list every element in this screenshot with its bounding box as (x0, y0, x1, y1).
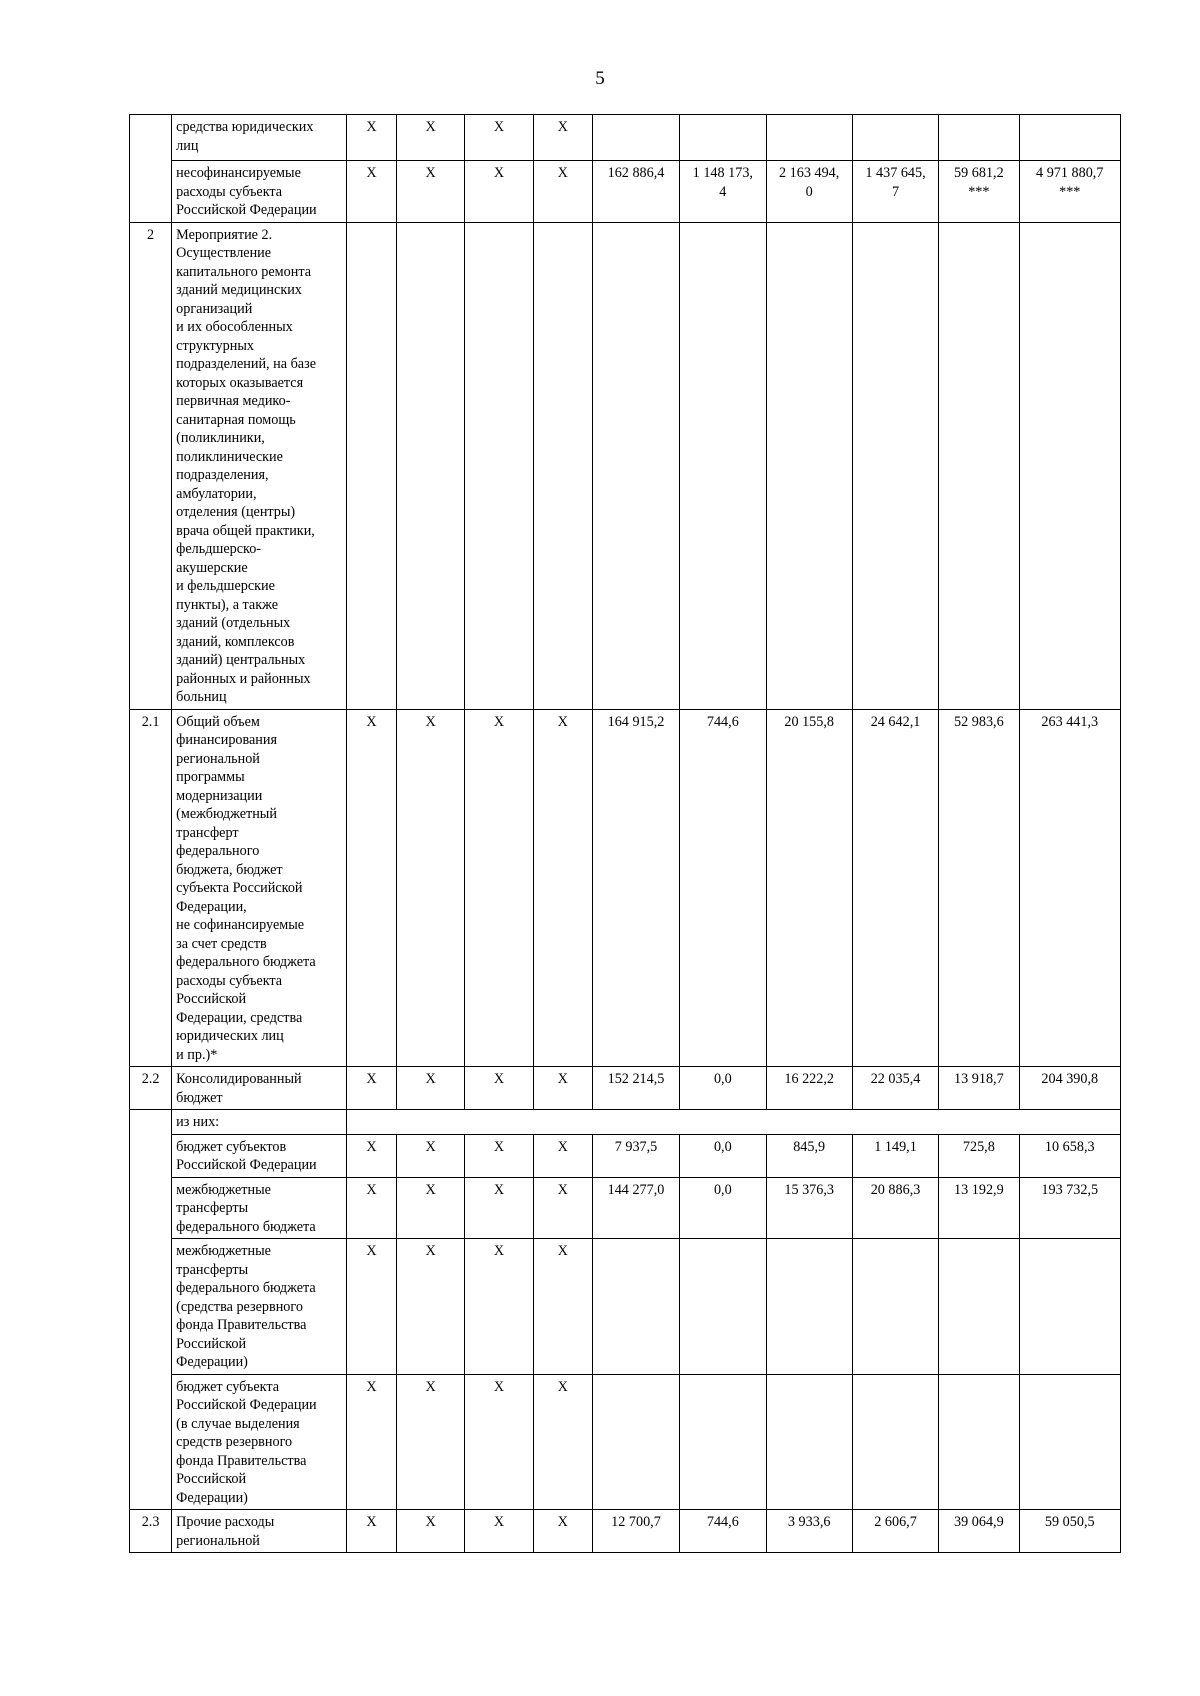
amount-cell (680, 222, 766, 709)
x-marker-cell: X (533, 1134, 592, 1177)
amount-cell (592, 1239, 679, 1375)
table-row (130, 1374, 1121, 1510)
amount-cell: 164 915,2 (592, 709, 679, 1067)
amount-cell: 263 441,3 (1019, 709, 1121, 1067)
x-marker-cell: X (533, 1239, 592, 1375)
x-marker-cell: X (397, 115, 465, 161)
amount-cell (766, 1374, 852, 1510)
x-marker-cell: X (397, 1134, 465, 1177)
amount-cell: 10 658,3 (1019, 1134, 1121, 1177)
x-marker-cell: X (465, 1134, 533, 1177)
x-marker-cell: X (533, 709, 592, 1067)
table-row (130, 1239, 1121, 1375)
amount-cell: 2 163 494, 0 (766, 161, 852, 223)
amount-cell: 39 064,9 (939, 1510, 1019, 1553)
amount-cell: 193 732,5 (1019, 1177, 1121, 1239)
amount-cell: 144 277,0 (592, 1177, 679, 1239)
amount-cell: 1 149,1 (852, 1134, 938, 1177)
amount-cell: 162 886,4 (592, 161, 679, 223)
x-marker-cell: X (397, 1177, 465, 1239)
amount-cell (592, 115, 679, 161)
table-row (130, 115, 1121, 161)
table-body (130, 115, 1121, 1553)
row-name-cell: из них: (172, 1110, 347, 1135)
x-marker-cell: X (397, 1374, 465, 1510)
table-row (130, 1110, 1121, 1135)
amount-cell (939, 1239, 1019, 1375)
x-marker-cell: X (533, 1177, 592, 1239)
amount-cell (592, 222, 679, 709)
x-marker-cell: X (533, 1067, 592, 1110)
x-marker-cell: X (465, 709, 533, 1067)
x-marker-cell: X (346, 1067, 396, 1110)
amount-cell (592, 1374, 679, 1510)
x-marker-cell: X (533, 1510, 592, 1553)
x-marker-cell: X (465, 1067, 533, 1110)
x-marker-cell: X (465, 1239, 533, 1375)
amount-cell: 15 376,3 (766, 1177, 852, 1239)
amount-cell (852, 1239, 938, 1375)
amount-cell: 1 148 173, 4 (680, 161, 766, 223)
x-marker-cell: X (465, 161, 533, 223)
amount-cell: 0,0 (680, 1067, 766, 1110)
amount-cell: 725,8 (939, 1134, 1019, 1177)
table-row (130, 709, 1121, 1067)
amount-cell: 2 606,7 (852, 1510, 938, 1553)
row-name-cell: бюджет субъектов Российской Федерации (172, 1134, 347, 1177)
amount-cell: 12 700,7 (592, 1510, 679, 1553)
amount-cell: 744,6 (680, 1510, 766, 1553)
table-row (130, 1510, 1121, 1553)
x-marker-cell: X (397, 709, 465, 1067)
row-name-cell: несофинансируемые расходы субъекта Российской Федерации (172, 161, 347, 223)
amount-cell: 13 918,7 (939, 1067, 1019, 1110)
row-number-cell: 2.2 (130, 1067, 172, 1110)
amount-cell: 16 222,2 (766, 1067, 852, 1110)
amount-cell: 52 983,6 (939, 709, 1019, 1067)
row-name-cell: Мероприятие 2. Осуществление капитального ремонта зданий медицинских организаций и их обособленных структурных подразделений, на базе которых оказывается первичная медико- санитарная помощь (поликлиники, поликлинические подразделения, амбулатории, отделения (центры) врача общей практики, фельдшерско- акушерские и фельдшерские пункты), а также зданий (отдельных зданий, комплексов зданий) центральных районных и районных больниц (172, 222, 347, 709)
row-number-cell: 2.1 (130, 709, 172, 1067)
amount-cell: 204 390,8 (1019, 1067, 1121, 1110)
amount-cell (1019, 1374, 1121, 1510)
x-marker-cell (465, 222, 533, 709)
x-marker-cell: X (346, 1510, 396, 1553)
row-number-cell: 2.3 (130, 1510, 172, 1553)
amount-cell (1019, 1239, 1121, 1375)
x-marker-cell: X (346, 1374, 396, 1510)
amount-cell: 20 886,3 (852, 1177, 938, 1239)
amount-cell: 7 937,5 (592, 1134, 679, 1177)
x-marker-cell: X (397, 1239, 465, 1375)
amount-cell: 59 050,5 (1019, 1510, 1121, 1553)
row-number-cell (130, 115, 172, 223)
x-marker-cell: X (465, 1510, 533, 1553)
amount-cell: 22 035,4 (852, 1067, 938, 1110)
amount-cell (852, 115, 938, 161)
table-row (130, 1134, 1121, 1177)
amount-cell (852, 222, 938, 709)
x-marker-cell: X (533, 115, 592, 161)
table-row (130, 1177, 1121, 1239)
x-marker-cell: X (346, 1177, 396, 1239)
amount-cell (766, 1239, 852, 1375)
x-marker-cell (397, 222, 465, 709)
table-row (130, 222, 1121, 709)
row-number-cell: 2 (130, 222, 172, 709)
amount-cell (680, 115, 766, 161)
amount-cell: 13 192,9 (939, 1177, 1019, 1239)
amount-cell (939, 115, 1019, 161)
x-marker-cell: X (397, 161, 465, 223)
row-name-cell: межбюджетные трансферты федерального бюджета (средства резервного фонда Правительства Российской Федерации) (172, 1239, 347, 1375)
x-marker-cell: X (346, 115, 396, 161)
amount-cell: 1 437 645, 7 (852, 161, 938, 223)
amount-cell: 152 214,5 (592, 1067, 679, 1110)
financing-table (129, 114, 1121, 1553)
x-marker-cell: X (533, 1374, 592, 1510)
amount-cell (1019, 115, 1121, 161)
amount-cell: 0,0 (680, 1134, 766, 1177)
amount-cell (766, 222, 852, 709)
row-number-cell (130, 1110, 172, 1510)
amount-cell: 3 933,6 (766, 1510, 852, 1553)
x-marker-cell: X (465, 1177, 533, 1239)
row-name-cell: Прочие расходы региональной (172, 1510, 347, 1553)
table-row (130, 1067, 1121, 1110)
amount-cell (1019, 222, 1121, 709)
amount-cell: 845,9 (766, 1134, 852, 1177)
amount-cell: 4 971 880,7 *** (1019, 161, 1121, 223)
empty-span-cell (346, 1110, 1120, 1135)
row-name-cell: Консолидированный бюджет (172, 1067, 347, 1110)
table-row (130, 161, 1121, 223)
x-marker-cell: X (397, 1067, 465, 1110)
x-marker-cell (533, 222, 592, 709)
x-marker-cell: X (346, 709, 396, 1067)
amount-cell (680, 1374, 766, 1510)
x-marker-cell: X (346, 1134, 396, 1177)
page-number: 5 (595, 68, 605, 89)
row-name-cell: Общий объем финансирования региональной программы модернизации (межбюджетный трансферт федерального бюджета, бюджет субъекта Российской Федерации, не софинансируемые за счет средств федерального бюджета расходы субъекта Российской Федерации, средства юридических лиц и пр.)* (172, 709, 347, 1067)
amount-cell: 0,0 (680, 1177, 766, 1239)
x-marker-cell: X (465, 115, 533, 161)
row-name-cell: бюджет субъекта Российской Федерации (в случае выделения средств резервного фонда Правительства Российской Федерации) (172, 1374, 347, 1510)
amount-cell (939, 1374, 1019, 1510)
row-name-cell: средства юридических лиц (172, 115, 347, 161)
amount-cell (766, 115, 852, 161)
x-marker-cell: X (346, 161, 396, 223)
x-marker-cell: X (346, 1239, 396, 1375)
amount-cell: 744,6 (680, 709, 766, 1067)
amount-cell: 20 155,8 (766, 709, 852, 1067)
amount-cell: 24 642,1 (852, 709, 938, 1067)
x-marker-cell (346, 222, 396, 709)
amount-cell: 59 681,2 *** (939, 161, 1019, 223)
amount-cell (852, 1374, 938, 1510)
row-name-cell: межбюджетные трансферты федерального бюджета (172, 1177, 347, 1239)
x-marker-cell: X (465, 1374, 533, 1510)
x-marker-cell: X (397, 1510, 465, 1553)
amount-cell (939, 222, 1019, 709)
x-marker-cell: X (533, 161, 592, 223)
amount-cell (680, 1239, 766, 1375)
